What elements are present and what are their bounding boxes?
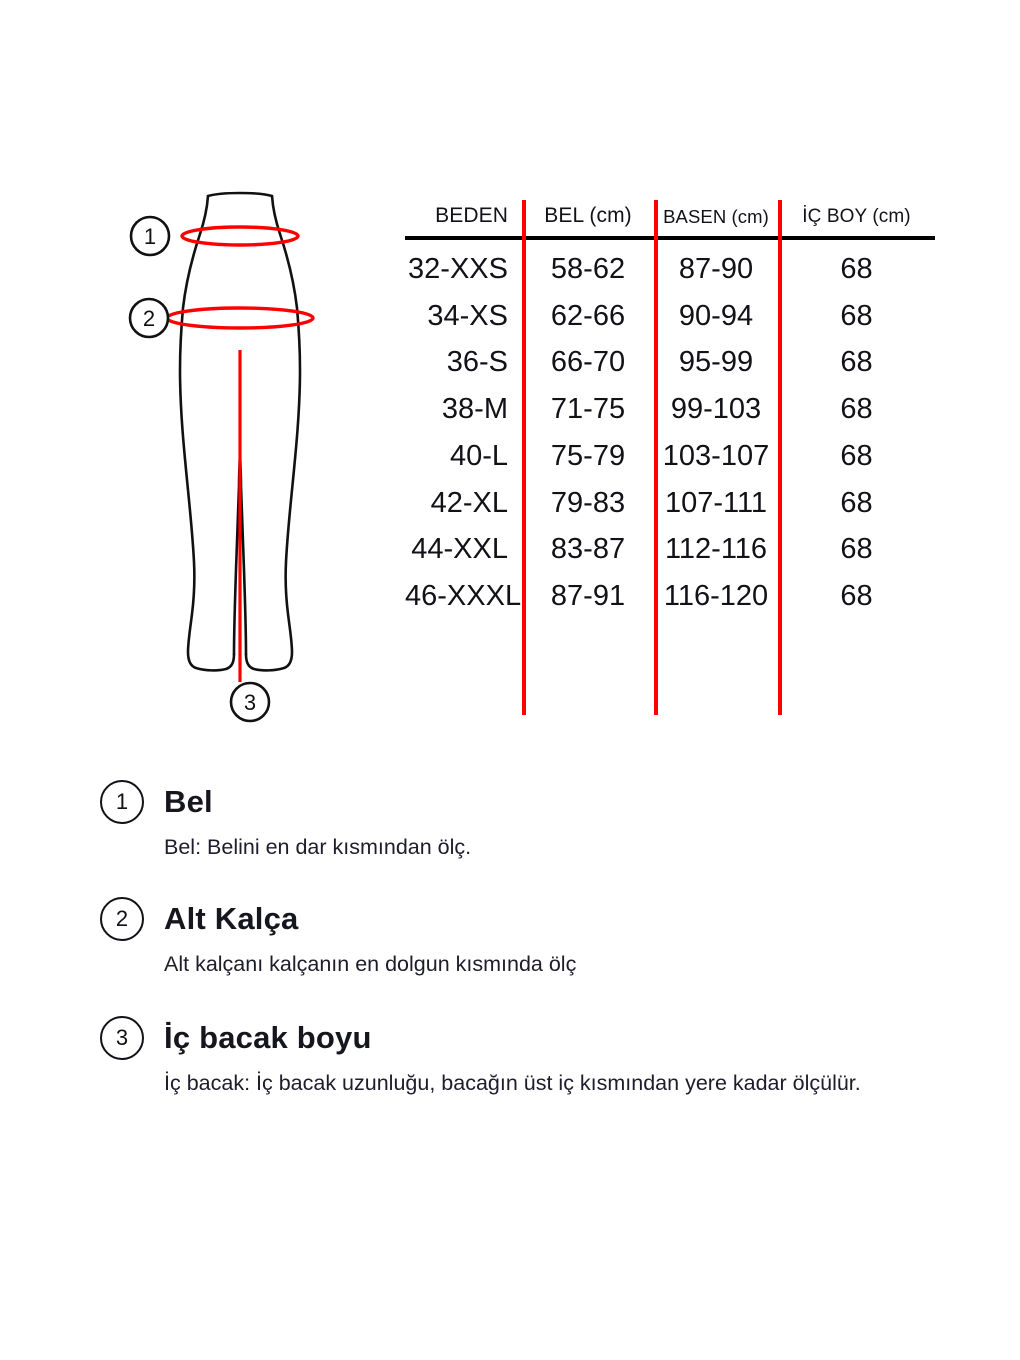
table-row	[405, 480, 935, 527]
cell-beden: 32-XXS	[408, 253, 508, 285]
size-chart-table-wrapper	[405, 200, 935, 715]
hip-measure-line	[167, 308, 313, 328]
cell-bel: 79-83	[550, 486, 626, 519]
cell-beden: 36-S	[446, 346, 508, 379]
cell-basen: 112-116	[664, 533, 768, 566]
cell-basen: 95-99	[678, 346, 754, 379]
figure-marker-3-label: 3	[243, 690, 257, 715]
cell-basen: 103-107	[662, 439, 770, 472]
legend-item-alt-kalca	[100, 892, 940, 979]
cell-basen: 87-90	[678, 253, 754, 285]
table-row	[405, 293, 935, 340]
cell-ic-boy: 68	[840, 486, 873, 519]
cell-bel: 71-75	[550, 393, 626, 426]
column-divider-1	[522, 200, 526, 715]
cell-ic-boy: 68	[840, 439, 873, 472]
figure-marker-2-label: 2	[142, 306, 156, 331]
table-row	[405, 433, 935, 480]
size-chart-table-body	[405, 238, 935, 620]
cell-beden: 34-XS	[427, 299, 508, 332]
cell-beden: 40-L	[449, 439, 508, 472]
table-row	[405, 386, 935, 433]
table-header-row	[405, 200, 935, 238]
legend-marker-3: 3	[100, 1016, 144, 1060]
cell-basen: 107-111	[664, 486, 768, 519]
cell-basen: 116-120	[663, 580, 769, 613]
cell-bel: 83-87	[550, 533, 626, 566]
legend-marker-1: 1	[100, 780, 144, 824]
legend-item-ic-bacak-boyu	[100, 1011, 940, 1098]
column-header-beden: BEDEN	[435, 204, 508, 227]
column-divider-2	[654, 200, 658, 715]
size-chart-table	[405, 200, 935, 620]
cell-beden: 46-XXXL	[405, 580, 522, 613]
cell-bel: 58-62	[550, 253, 626, 285]
table-row	[405, 339, 935, 386]
cell-ic-boy: 68	[840, 393, 873, 426]
cell-ic-boy: 68	[840, 299, 873, 332]
cell-ic-boy: 68	[840, 533, 873, 566]
table-row	[405, 573, 935, 620]
legend-description-ic-bacak-boyu: İç bacak: İç bacak uzunluğu, bacağın üst iç kısmından yere kadar ölçülür.	[164, 1070, 861, 1095]
cell-ic-boy: 68	[840, 346, 873, 379]
cell-ic-boy: 68	[840, 253, 873, 285]
figure-marker-2	[130, 299, 168, 337]
column-divider-3	[778, 200, 782, 715]
legend-item-bel	[100, 775, 940, 862]
legend-marker-2: 2	[100, 897, 144, 941]
cell-bel: 87-91	[550, 580, 626, 613]
cell-beden: 38-M	[441, 393, 508, 426]
cell-bel: 62-66	[550, 299, 626, 332]
table-row	[405, 526, 935, 573]
cell-bel: 66-70	[550, 346, 626, 379]
legend-description-alt-kalca: Alt kalçanı kalçanın en dolgun kısmında ölç	[164, 951, 577, 976]
cell-beden: 42-XL	[430, 486, 508, 519]
cell-beden: 44-XXL	[411, 533, 508, 566]
figure-marker-1	[131, 217, 169, 255]
legend-title-bel: Bel	[164, 784, 213, 819]
figure-marker-3	[231, 683, 269, 721]
column-header-basen: BASEN (cm)	[663, 206, 769, 227]
cell-ic-boy: 68	[840, 580, 873, 613]
column-header-bel: BEL (cm)	[544, 204, 632, 227]
measurement-figure-diagram	[110, 190, 370, 740]
column-header-ic-boy: İÇ BOY (cm)	[802, 206, 911, 227]
legend-title-alt-kalca: Alt Kalça	[164, 900, 299, 936]
legend-title-ic-bacak-boyu: İç bacak boyu	[164, 1019, 372, 1055]
cell-basen: 90-94	[678, 299, 754, 332]
measurement-legend	[100, 775, 940, 1119]
figure-marker-1-label: 1	[143, 224, 157, 249]
legend-description-bel: Bel: Belini en dar kısmından ölç.	[164, 835, 472, 859]
cell-basen: 99-103	[670, 393, 762, 426]
table-row	[405, 238, 935, 293]
cell-bel: 75-79	[550, 439, 626, 472]
